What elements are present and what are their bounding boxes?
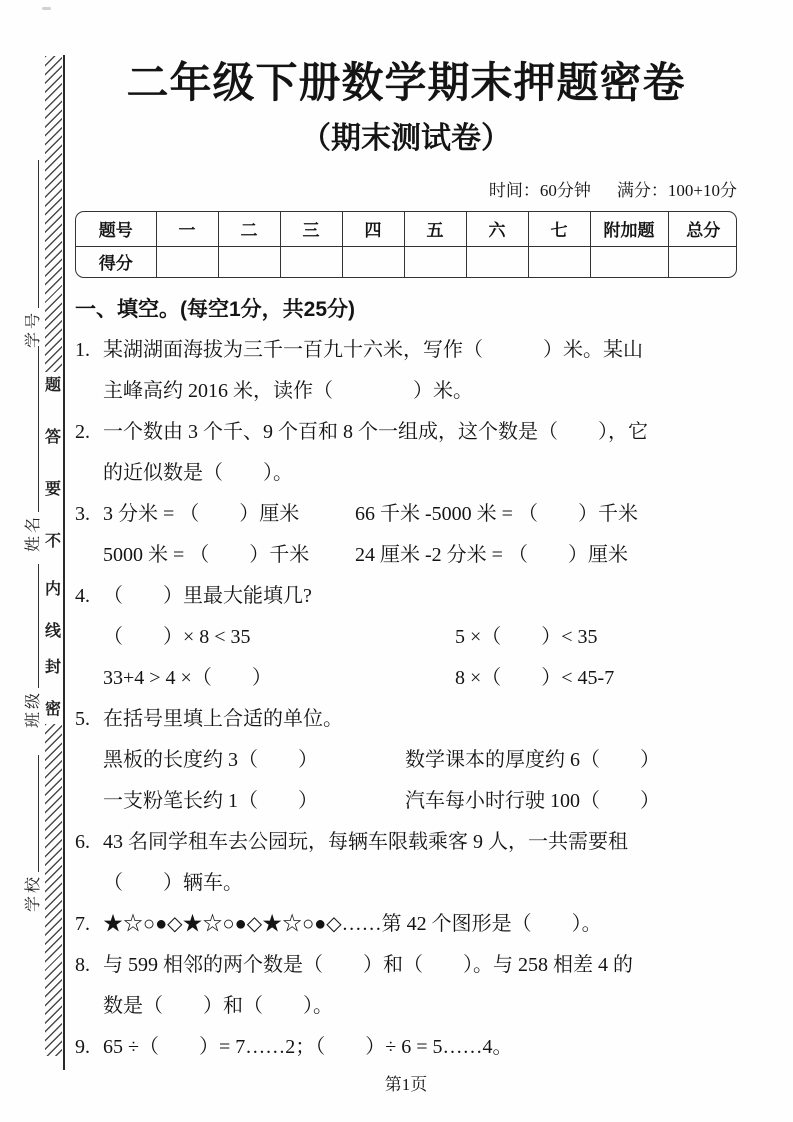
question-text: 汽车每小时行驶 100（ ） (405, 789, 660, 812)
question-list (75, 330, 737, 1068)
score-table-header-cell: 三 (280, 212, 342, 247)
score-cell (590, 246, 668, 277)
question-text: 在括号里填上合适的单位。 (103, 707, 343, 730)
score-table-header-cell: 一 (156, 212, 218, 247)
seal-char: 答 (44, 429, 61, 446)
scan-artifact (42, 7, 51, 10)
section-heading: 一、填空。(每空1分，共25分) (75, 297, 356, 321)
question-text: 主峰高约 2016 米，读作（ ）米。 (103, 379, 473, 402)
student-id-field (18, 160, 44, 348)
question-5 (75, 699, 737, 822)
score-table-header-cell: 六 (466, 212, 528, 247)
question-6 (75, 822, 737, 904)
score-cell (668, 246, 737, 277)
full-score: 满分：100+10分 (616, 180, 737, 200)
question-text: （ ）辆车。 (103, 871, 243, 894)
score-cell (466, 246, 528, 277)
school-field (18, 755, 44, 912)
student-id-blank (23, 160, 39, 308)
question-2 (75, 412, 737, 494)
score-cell (156, 246, 218, 277)
seal-char: 密 (44, 701, 61, 718)
page-number: 第1页 (384, 1075, 428, 1094)
question-text: 与 599 相邻的两个数是（ ）和（ ）。与 258 相差 4 的 (103, 953, 633, 976)
score-table-header-cell: 题号 (98, 221, 133, 240)
question-number: 1. (75, 338, 90, 361)
score-cell (342, 246, 404, 277)
seal-char: 封 (44, 659, 61, 676)
seal-char: 不 (44, 533, 61, 550)
seal-hatch-top (45, 56, 62, 372)
school-label: 学校 (24, 873, 42, 912)
score-table-score-row (76, 246, 737, 277)
name-field (18, 346, 44, 552)
score-table-header-cell: 四 (342, 212, 404, 247)
question-text: 数学课本的厚度约 6（ ） (405, 748, 660, 771)
seal-char: 题 (44, 377, 61, 394)
seal-char: 要 (44, 481, 61, 498)
question-text: 5 ×（ ）< 35 (455, 625, 598, 648)
score-cell (404, 246, 466, 277)
score-table-header-cell: 总分 (668, 212, 737, 247)
name-label: 姓名 (24, 513, 42, 552)
school-blank (23, 755, 39, 872)
class-field (18, 564, 44, 728)
name-blank (23, 346, 39, 512)
question-text: 某湖湖面海拔为三千一百九十六米，写作（ ）米。某山 (103, 338, 643, 361)
score-cell (528, 246, 590, 277)
student-id-label: 学号 (24, 309, 42, 348)
question-number: 8. (75, 953, 90, 976)
score-table-header-row (76, 212, 737, 247)
question-text: 一个数由 3 个千、9 个百和 8 个一组成，这个数是（ ），它 (103, 420, 648, 443)
question-text: 5000 米 = （ ）千米 (103, 543, 310, 566)
score-cell (218, 246, 280, 277)
page-title: 二年级下册数学期末押题密卷 (126, 61, 686, 107)
question-number: 9. (75, 1035, 90, 1058)
score-row-label: 得分 (76, 246, 156, 277)
question-number: 2. (75, 420, 90, 443)
question-text: 一支粉笔长约 1（ ） (103, 789, 318, 812)
seal-char: 线 (44, 623, 61, 640)
question-text: （ ）× 8 < 35 (103, 625, 251, 648)
question-text: 33+4 > 4 ×（ ） (103, 666, 272, 689)
question-text: 43 名同学租车去公园玩，每辆车限载乘客 9 人，一共需要租 (103, 830, 628, 853)
score-table-header-cell: 五 (404, 212, 466, 247)
page-subtitle: （期末测试卷） (301, 121, 511, 155)
question-text: 黑板的长度约 3（ ） (103, 748, 318, 771)
score-table-header-cell: 二 (218, 212, 280, 247)
class-label: 班级 (24, 689, 42, 728)
class-blank (23, 564, 39, 688)
question-text: 的近似数是（ ）。 (103, 461, 293, 484)
question-9 (75, 1027, 737, 1068)
question-7 (75, 904, 737, 945)
time-limit: 时间：60分钟 (488, 180, 591, 200)
question-number: 7. (75, 912, 90, 935)
question-number: 6. (75, 830, 90, 853)
score-table-header-cell: 七 (528, 212, 590, 247)
score-table (75, 211, 737, 278)
question-number: 4. (75, 584, 90, 607)
question-text: 数是（ ）和（ ）。 (103, 994, 333, 1017)
question-text: 3 分米 = （ ）厘米 (103, 502, 300, 525)
question-text: 8 ×（ ）< 45-7 (455, 666, 615, 689)
question-text: ★☆○●◇★☆○●◇★☆○●◇……第 42 个图形是（ ）。 (103, 912, 602, 935)
score-table-header-cell: 附加题 (590, 212, 668, 247)
seal-char: 内 (44, 581, 61, 598)
question-1 (75, 330, 737, 412)
question-text: 65 ÷（ ）= 7……2；（ ）÷ 6 = 5……4。 (103, 1035, 513, 1058)
question-4 (75, 576, 737, 699)
exam-content (75, 40, 737, 1068)
score-cell (280, 246, 342, 277)
question-3 (75, 494, 737, 576)
question-number: 3. (75, 502, 90, 525)
question-text: 24 厘米 -2 分米 = （ ）厘米 (355, 543, 628, 566)
question-text: 66 千米 -5000 米 = （ ）千米 (355, 502, 638, 525)
question-number: 5. (75, 707, 90, 730)
seal-hatch-bottom (45, 724, 62, 1056)
question-text: （ ）里最大能填几? (103, 584, 312, 607)
question-8 (75, 945, 737, 1027)
seal-rule-line (63, 55, 65, 1070)
exam-meta (75, 176, 737, 201)
